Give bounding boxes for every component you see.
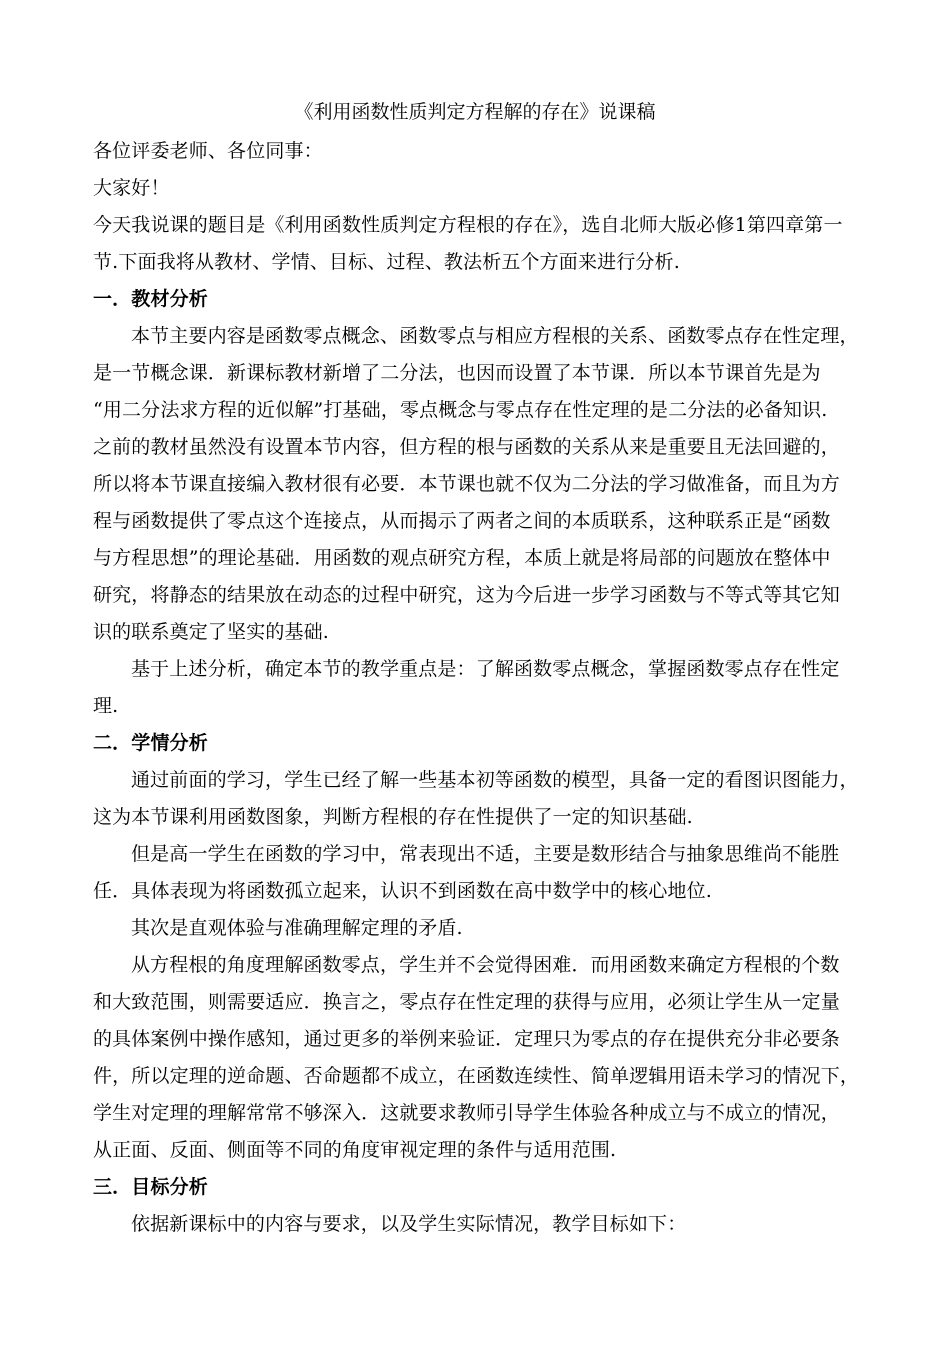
section-heading-goals: 三．目标分析	[93, 1176, 208, 1198]
paragraph-line: 是一节概念课．新课标教材新增了二分法，也因而设置了本节课．所以本节课首先是为	[93, 362, 821, 384]
paragraph-line: 本节主要内容是函数零点概念、函数零点与相应方程根的关系、函数零点存在性定理，	[131, 325, 859, 347]
paragraph-line: 通过前面的学习，学生已经了解一些基本初等函数的模型，具备一定的看图识图能力，	[131, 769, 859, 791]
paragraph-line: 与方程思想”的理论基础．用函数的观点研究方程，本质上就是将局部的问题放在整体中	[93, 547, 831, 569]
paragraph-line: 从方程根的角度理解函数零点，学生并不会觉得困难．而用函数来确定方程根的个数	[131, 954, 840, 976]
paragraph-line: 程与函数提供了零点这个连接点，从而揭示了两者之间的本质联系，这种联系正是“函数	[93, 510, 831, 532]
paragraph-line: 研究，将静态的结果放在动态的过程中研究，这为今后进一步学习函数与不等式等其它知	[93, 584, 840, 606]
section-heading-students: 二．学情分析	[93, 732, 208, 754]
paragraph-line: 从正面、反面、侧面等不同的角度审视定理的条件与适用范围.	[93, 1139, 617, 1161]
paragraph-line: 的具体案例中操作感知，通过更多的举例来验证．定理只为零点的存在提供充分非必要条	[93, 1028, 840, 1050]
paragraph-line: 学生对定理的理解常常不够深入．这就要求教师引导学生体验各种成立与不成立的情况，	[93, 1102, 840, 1124]
greeting-line: 各位评委老师、各位同事：	[93, 140, 323, 162]
paragraph-line: 之前的教材虽然没有设置本节内容，但方程的根与函数的关系从来是重要且无法回避的，	[93, 436, 840, 458]
paragraph-line: 其次是直观体验与准确理解定理的矛盾.	[131, 917, 463, 939]
paragraph-line: 和大致范围，则需要适应．换言之，零点存在性定理的获得与应用，必须让学生从一定量	[93, 991, 840, 1013]
paragraph-line: 理.	[93, 695, 119, 717]
hello-line: 大家好！	[93, 177, 170, 199]
paragraph-line: “用二分法求方程的近似解”打基础，零点概念与零点存在性定理的是二分法的必备知识.	[93, 399, 828, 421]
paragraph-line: 依据新课标中的内容与要求，以及学生实际情况，教学目标如下：	[131, 1213, 687, 1235]
paragraph-line: 基于上述分析，确定本节的教学重点是：了解函数零点概念，掌握函数零点存在性定	[131, 658, 840, 680]
paragraph-line: 件，所以定理的逆命题、否命题都不成立，在函数连续性、简单逻辑用语未学习的情况下，	[93, 1065, 860, 1087]
paragraph-line: 识的联系奠定了坚实的基础.	[93, 621, 329, 643]
intro-line: 节.下面我将从教材、学情、目标、过程、教法析五个方面来进行分析.	[93, 251, 680, 273]
paragraph-line: 这为本节课利用函数图象，判断方程根的存在性提供了一定的知识基础.	[93, 806, 693, 828]
section-heading-textbook: 一．教材分析	[93, 288, 208, 310]
document-title: 《利用函数性质判定方程解的存在》说课稿	[294, 101, 656, 123]
intro-line: 今天我说课的题目是《利用函数性质判定方程根的存在》，选自北师大版必修1第四章第一	[93, 214, 843, 236]
paragraph-line: 任．具体表现为将函数孤立起来，认识不到函数在高中数学中的核心地位.	[93, 880, 712, 902]
paragraph-line: 所以将本节课直接编入教材很有必要．本节课也就不仅为二分法的学习做准备，而且为方	[93, 473, 840, 495]
paragraph-line: 但是高一学生在函数的学习中，常表现出不适，主要是数形结合与抽象思维尚不能胜	[131, 843, 840, 865]
